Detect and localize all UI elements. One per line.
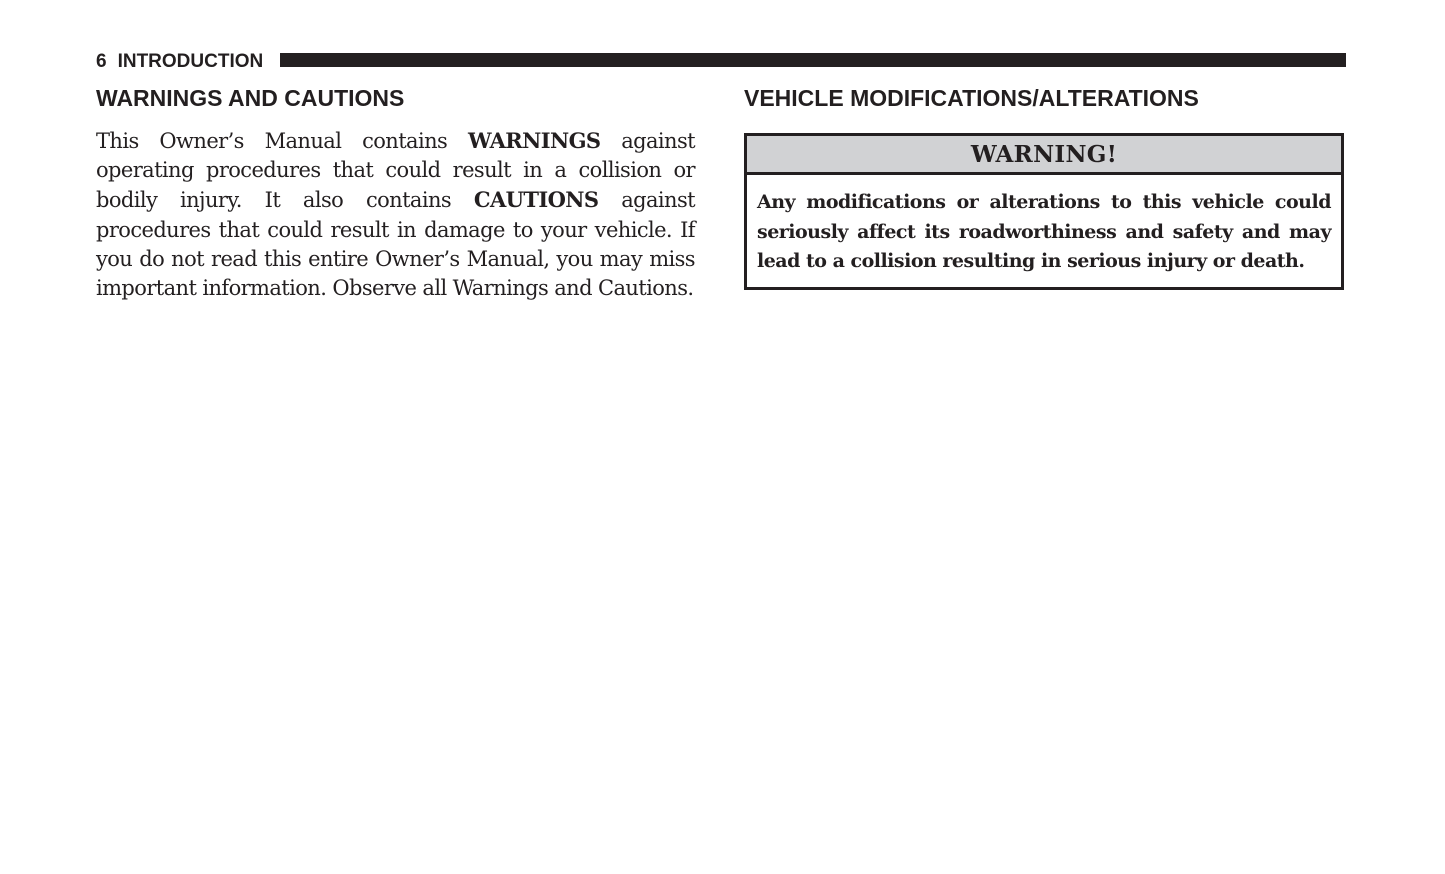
warning-text: Any modifications or alterations to this vehicle could seriously affect its roadworthiness and safety and may lead to a collision resulting in serious injury or death.: [757, 191, 1331, 272]
vehicle-modifications-heading: VEHICLE MODIFICATIONS/ALTERATIONS: [744, 85, 1199, 111]
warnings-and-cautions-heading: WARNINGS AND CAUTIONS: [96, 85, 405, 111]
warning-box: [744, 133, 1344, 290]
cautions-emphasis: CAUTIONS: [473, 187, 599, 213]
header-rule: [280, 53, 1346, 67]
vehicle-modifications-section: [744, 84, 1344, 290]
paragraph-text: This Owner’s Manual contains: [96, 129, 468, 153]
page-header: [96, 50, 1346, 74]
warning-title: WARNING!: [747, 136, 1341, 175]
page-number: 6: [96, 51, 107, 72]
paragraph-text: against procedures that could result in damage to your vehicle. If you do not read this entire Owner’s Manual, you may miss important information. Observe all Warnings and Cautions.: [96, 188, 695, 301]
section-title: INTRODUCTION: [117, 51, 264, 72]
warnings-and-cautions-section: [96, 84, 695, 303]
paragraph-text: against operating procedures that could result in a collision or bodily injury. It also contains: [96, 129, 695, 213]
warnings-emphasis: WARNINGS: [467, 128, 601, 153]
warnings-and-cautions-paragraph: [96, 126, 695, 303]
